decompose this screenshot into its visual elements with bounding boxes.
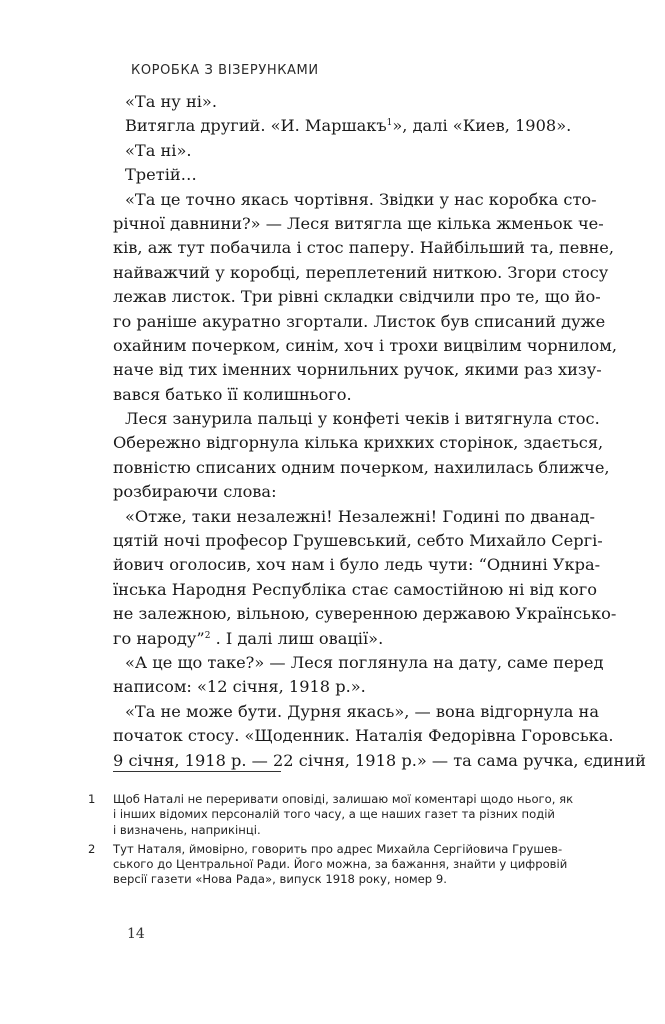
text-line: йович оголосив, хоч нам і було ледь чути: “Однині Укра- — [113, 555, 601, 575]
text-line: «Та не може бути. Дурня якась», — вона відгорнула на — [125, 701, 599, 721]
footnote-line: ського до Центральної Ради. Його можна, за бажання, знайти у цифровій — [113, 857, 568, 872]
text-line: го раніше акуратно згортали. Листок був списаний дуже — [113, 311, 606, 331]
text-line: Третій… — [125, 165, 197, 185]
footnote — [88, 792, 574, 838]
page-number: 14 — [127, 926, 145, 942]
text-line: го народу”$^2$ . І далі лиш овації». — [113, 628, 384, 648]
text-line: наче від тих іменних чорнильних ручок, якими раз хизу- — [113, 360, 602, 380]
text-line: річної давнини?» — Леся витягла ще кілька жменьок че- — [113, 213, 604, 233]
footnote-marker: 2 — [204, 630, 211, 641]
footnote-line: Щоб Наталі не переривати оповіді, залишаю мої коментарі щодо нього, як — [113, 792, 574, 806]
running-head: КОРОБКА З ВІЗЕРУНКАМИ — [131, 63, 319, 78]
footnotes — [88, 792, 574, 892]
footnote-line: і інших відомих персоналій того часу, а ще наших газет та різних подій — [113, 807, 555, 822]
footnote-line: Тут Наталя, ймовірно, говорить про адрес Михайла Сергійовича Грушев- — [113, 841, 563, 856]
footnote-number: 2 — [88, 841, 96, 856]
text-line: Леся занурила пальці у конфеті чеків і витягнула стос. — [125, 409, 600, 429]
text-line: «А це що таке?» — Леся поглянула на дату, саме перед — [125, 652, 604, 672]
footnote-separator — [113, 771, 281, 772]
footnote-line: і визначень, наприкінці. — [113, 822, 261, 837]
text-line: «Отже, таки незалежні! Незалежні! Годині по дванад- — [125, 506, 595, 526]
text-line: Витягла другий. «И. Маршакъ$^1$», далі «Киев, 1908». — [125, 116, 572, 136]
text-line: цятій ночі професор Грушевський, себто Михайло Сергі- — [113, 531, 603, 551]
text-line: не залежною, вільною, суверенною державою Українсько- — [113, 604, 617, 624]
footnote-number: 1 — [88, 792, 96, 806]
text-line: «Та ні». — [125, 140, 192, 160]
text-line: ків, аж тут побачила і стос паперу. Найбільший та, певне, — [113, 238, 614, 258]
text-line: написом: «12 січня, 1918 р.». — [113, 677, 366, 697]
footnote-marker: 1 — [386, 118, 393, 129]
text-line: їнська Народня Республіка стає самостійною ні від кого — [113, 579, 598, 599]
text-line: охайним почерком, синім, хоч і трохи вицвілим чорнилом, — [113, 335, 617, 355]
body-text — [113, 90, 646, 773]
text-line: розбираючи слова: — [113, 482, 277, 502]
text-line: «Та це точно якась чортівня. Звідки у нас коробка сто- — [125, 189, 597, 209]
text-line: початок стосу. «Щоденник. Наталія Федорівна Горовська. — [113, 726, 614, 746]
footnote — [88, 841, 568, 888]
text-line: 9 січня, 1918 р. — 22 січня, 1918 р.» — та сама ручка, єдиний — [113, 750, 646, 770]
text-line: «Та ну ні». — [125, 92, 217, 111]
text-line: Обережно відгорнула кілька крихких сторінок, здається, — [113, 433, 604, 453]
text-line: вався батько її колишнього. — [113, 384, 352, 404]
text-line: лежав листок. Три рівні складки свідчили про те, що йо- — [113, 287, 601, 307]
footnote-line: версії газети «Нова Рада», випуск 1918 року, номер 9. — [113, 872, 447, 887]
text-line: повністю списаних одним почерком, нахилилась ближче, — [113, 457, 610, 477]
text-line: найважчий у коробці, переплетений ниткою. Згори стосу — [113, 262, 609, 282]
